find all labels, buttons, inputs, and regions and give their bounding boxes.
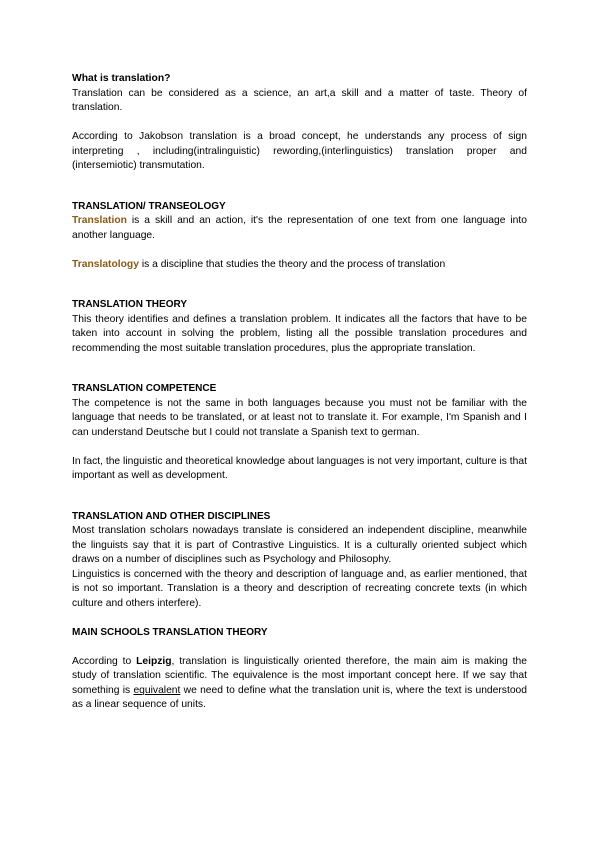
paragraph-leipzig (72, 655, 527, 713)
definition-text: is a skill and an action, it's the representation of one text from one language into another language. (72, 215, 527, 241)
section-title-what-is-translation: What is translation? (72, 73, 171, 84)
paragraph: Linguistics is concerned with the theory and description of language and, as earlier mentioned, that is not so important. Translation is a theory and description of recreating concrete texts (in which culture and others interfere). (72, 568, 527, 609)
definition-text: is a discipline that studies the theory and the process of translation (138, 258, 446, 270)
term-translation: Translation (72, 215, 127, 226)
section-title-main-schools: MAIN SCHOOLS TRANSLATION THEORY (72, 626, 268, 638)
paragraph: The competence is not the same in both languages because you must not be familiar with the language that needs to be translated, or at least not to translate it. For example, I'm Spanish and I can understand Deutsche but I could not translate a Spanish text to german. (72, 397, 527, 438)
paragraph: According to Jakobson translation is a broad concept, he understands any process of sign interpreting , including(intralinguistic) rewording,(interlinguistics) translation proper and (intersemiotic) transmutation. (72, 131, 527, 171)
section-title-translation-other-disciplines: TRANSLATION AND OTHER DISCIPLINES (72, 510, 271, 522)
paragraph-translatology-definition (72, 258, 527, 273)
paragraph: In fact, the linguistic and theoretical knowledge about languages is not very important, culture is that important as well as development. (72, 455, 527, 481)
text-run: , translation is linguistically oriented therefore, the main aim is making the study of translation scientific. The equivalence is the most important concept here. If we say that something is (72, 655, 527, 696)
text-run: we need to define what the translation unit is, where the text is understood as a linear sequence of units. (72, 684, 527, 710)
section-title-translation-theory: TRANSLATION THEORY (72, 299, 187, 310)
term-equivalent: equivalent (133, 684, 181, 696)
section-title-translation-transeology: TRANSLATION/ TRANSEOLOGY (72, 200, 226, 212)
section-title-translation-competence: TRANSLATION COMPETENCE (72, 383, 217, 394)
paragraph: This theory identifies and defines a translation problem. It indicates all the factors that have to be taken into account in solving the problem, listing all the possible translation procedures and recommending the most suitable translation procedures, plus the appropriate translation. (72, 313, 527, 354)
paragraph: Translation can be considered as a science, an art,a skill and a matter of taste. Theory of translation. (72, 87, 527, 113)
document-page (72, 72, 527, 713)
term-leipzig: Leipzig (136, 655, 172, 667)
paragraph-translation-definition (72, 214, 527, 243)
text-run: According to (72, 655, 137, 667)
term-translatology: Translatology (72, 258, 139, 270)
paragraph: Most translation scholars nowadays translate is considered an independent discipline, meanwhile the linguists say that it is part of Contrastive Linguistics. It is a culturally oriented subject which draws on a number of disciplines such as Psychology and Philosophy. (72, 525, 527, 565)
